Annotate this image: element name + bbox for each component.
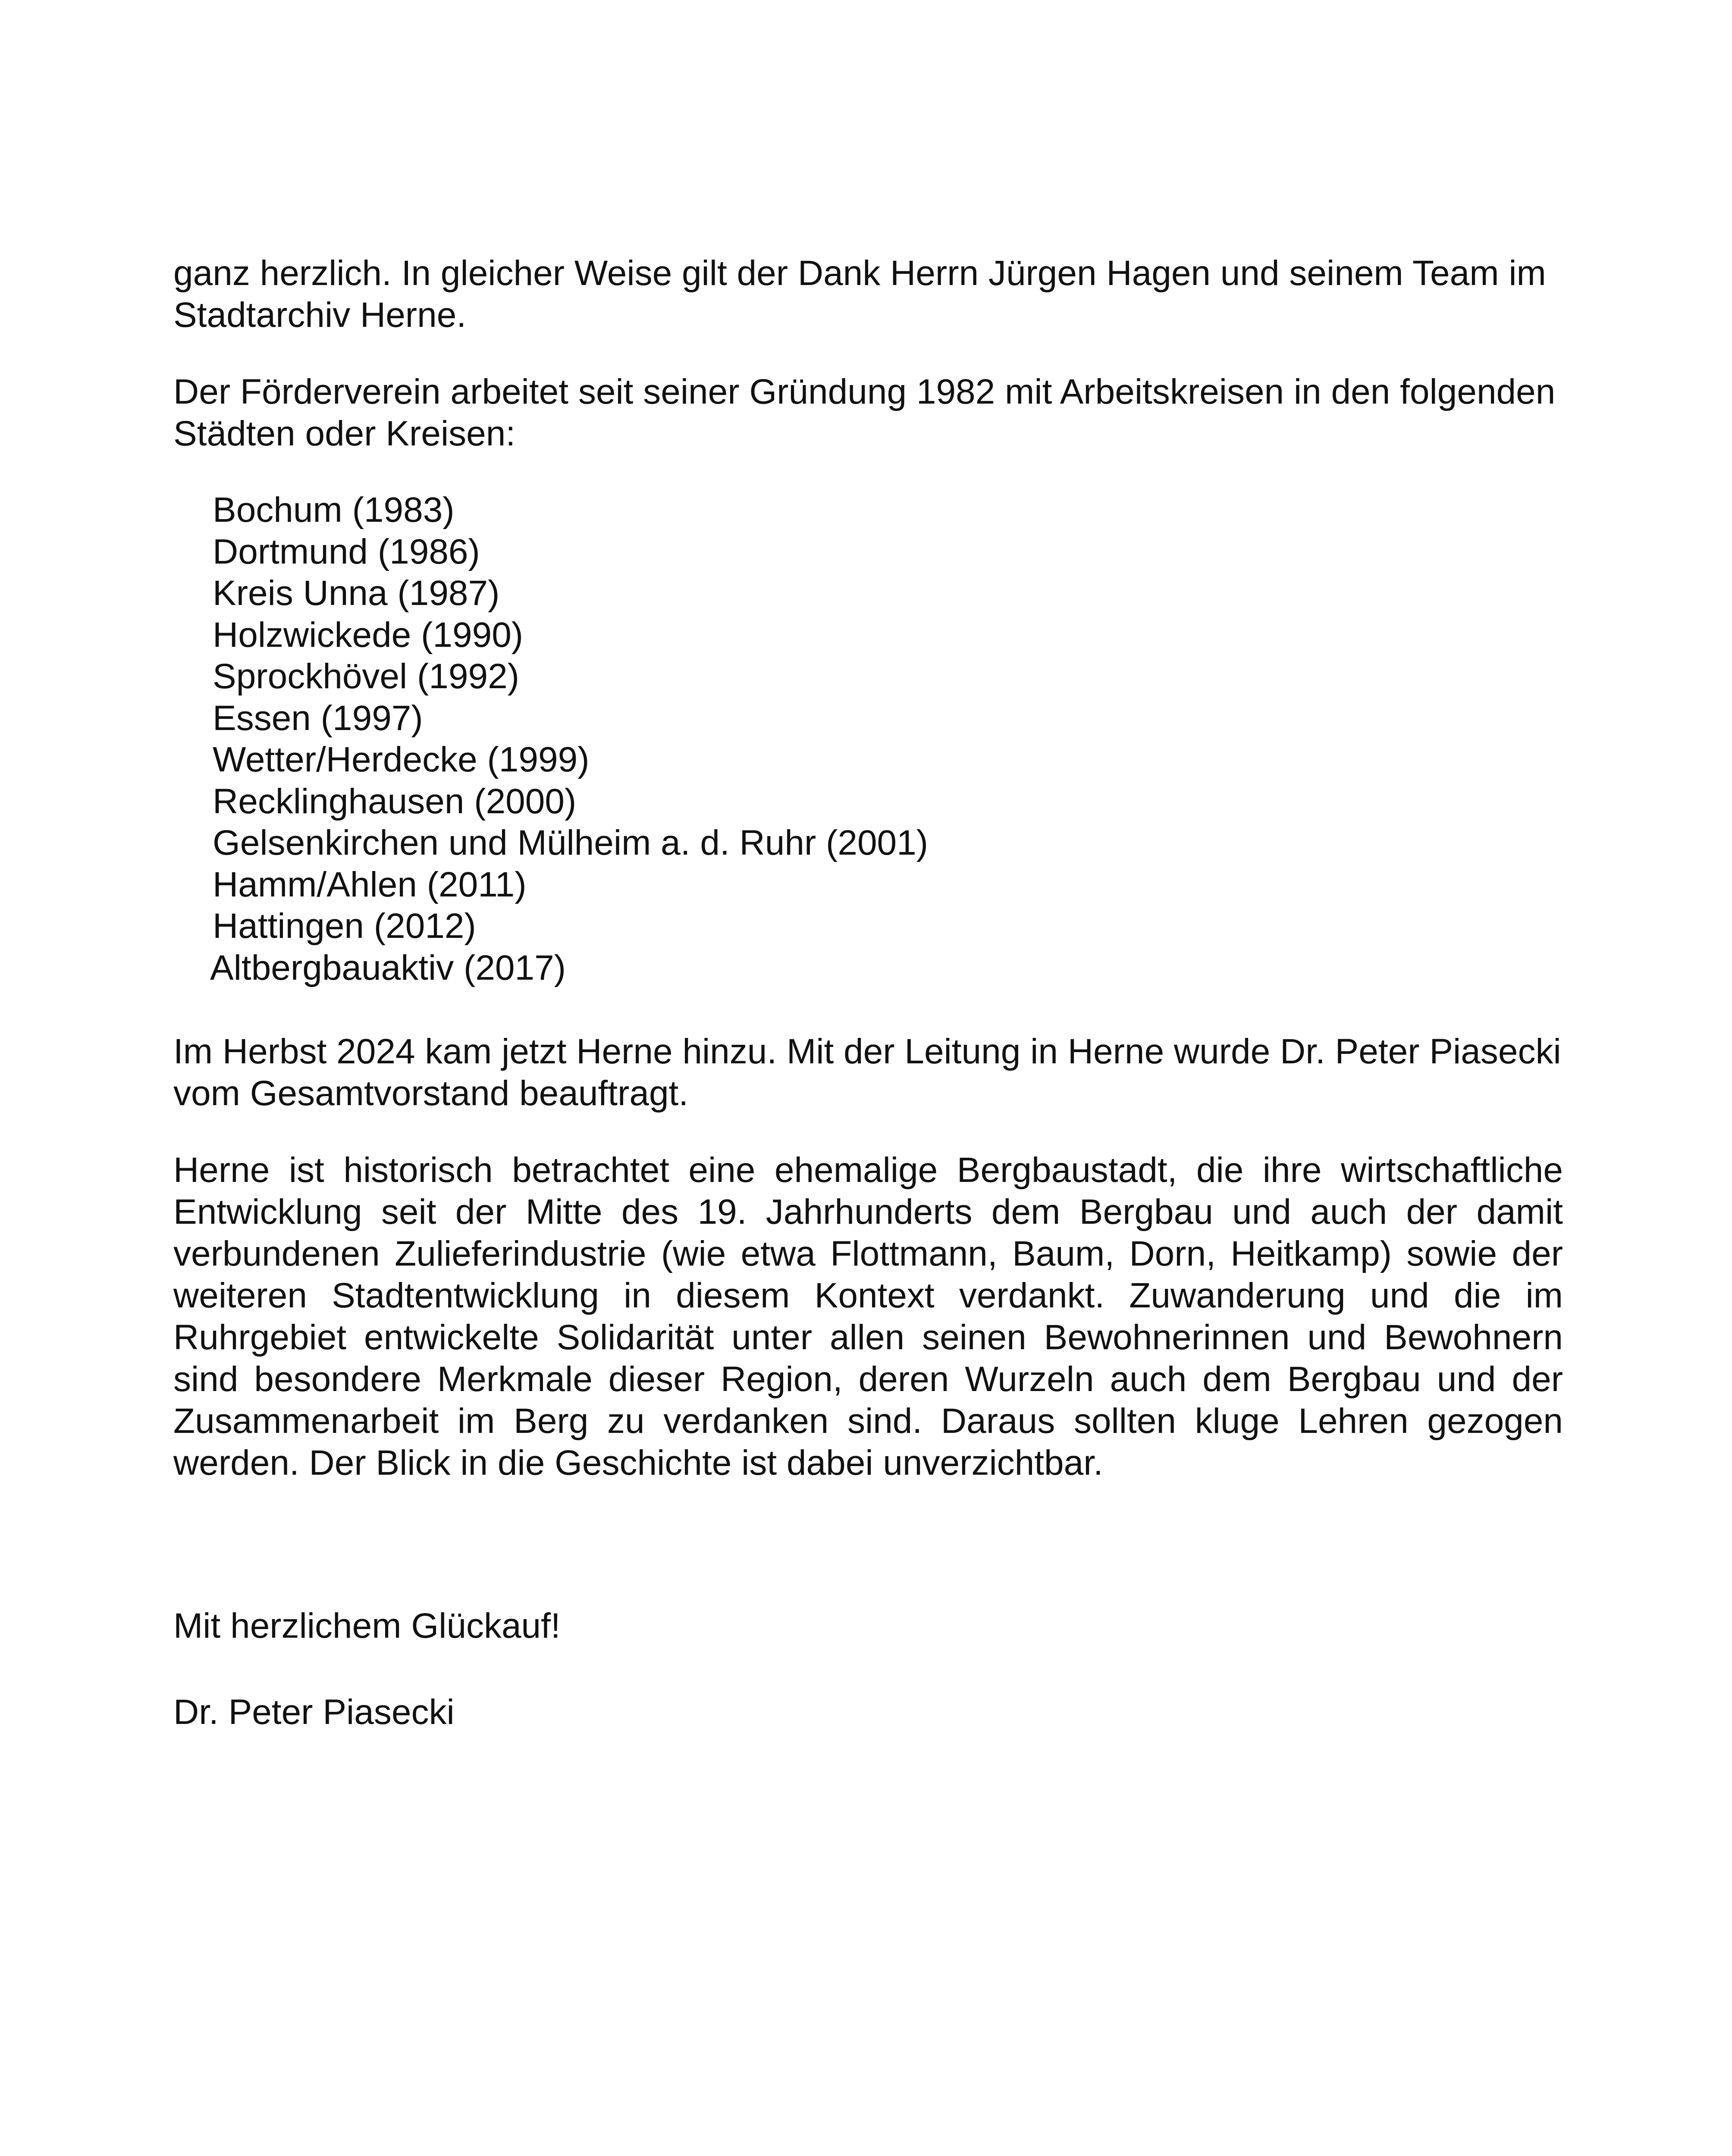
list-item: Essen (1997) bbox=[213, 698, 423, 738]
list-item: Hattingen (2012) bbox=[213, 906, 476, 946]
closing-greeting: Mit herzlichem Glückauf! bbox=[173, 1606, 561, 1645]
paragraph-working-groups-intro: Der Förderverein arbeitet seit seiner Gründung 1982 mit Arbeitskreisen in den folgenden Städten oder Kreisen: bbox=[173, 372, 1556, 453]
signature-name: Dr. Peter Piasecki bbox=[173, 1692, 455, 1732]
list-item: Dortmund (1986) bbox=[213, 532, 480, 571]
list-item: Sprockhövel (1992) bbox=[213, 657, 520, 696]
list-item: Hamm/Ahlen (2011) bbox=[213, 865, 527, 904]
working-groups-list bbox=[210, 489, 929, 989]
list-item: Wetter/Herdecke (1999) bbox=[213, 740, 590, 779]
list-item: Recklinghausen (2000) bbox=[213, 781, 577, 821]
paragraph-thanks: ganz herzlich. In gleicher Weise gilt der Dank Herrn Jürgen Hagen und seinem Team im Stadtarchiv Herne. bbox=[173, 254, 1546, 335]
list-item: Gelsenkirchen und Mülheim a. d. Ruhr (2001) bbox=[213, 823, 929, 862]
paragraph-herne-addition: Im Herbst 2024 kam jetzt Herne hinzu. Mit der Leitung in Herne wurde Dr. Peter Piasecki vom Gesamtvorstand beauftragt. bbox=[173, 1032, 1561, 1113]
list-item: Kreis Unna (1987) bbox=[213, 573, 500, 613]
list-item: Altbergbauaktiv (2017) bbox=[210, 948, 566, 987]
list-item: Bochum (1983) bbox=[213, 490, 455, 530]
list-item: Holzwickede (1990) bbox=[213, 615, 524, 655]
paragraph-herne-history: Herne ist historisch betrachtet eine ehemalige Bergbaustadt, die ihre wirtschaftliche Entwicklung seit der Mitte des 19. Jahrhunderts dem Bergbau und auch der damit verbundenen Zulieferindustrie (wie etwa Flottmann, Baum, Dorn, Heitkamp) sowie der weiteren Stadtentwicklung in diesem Kontext verdankt. Zuwanderung und die im Ruhrgebiet entwickelte Solidarität unter allen seinen Bewohnerinnen und Bewohnern sind besondere Merkmale dieser Region, deren Wurzeln auch dem Bergbau und der Zusammenarbeit im Berg zu verdanken sind. Daraus sollten kluge Lehren gezogen werden. Der Blick in die Geschichte ist dabei unverzichtbar. bbox=[173, 1150, 1563, 1482]
